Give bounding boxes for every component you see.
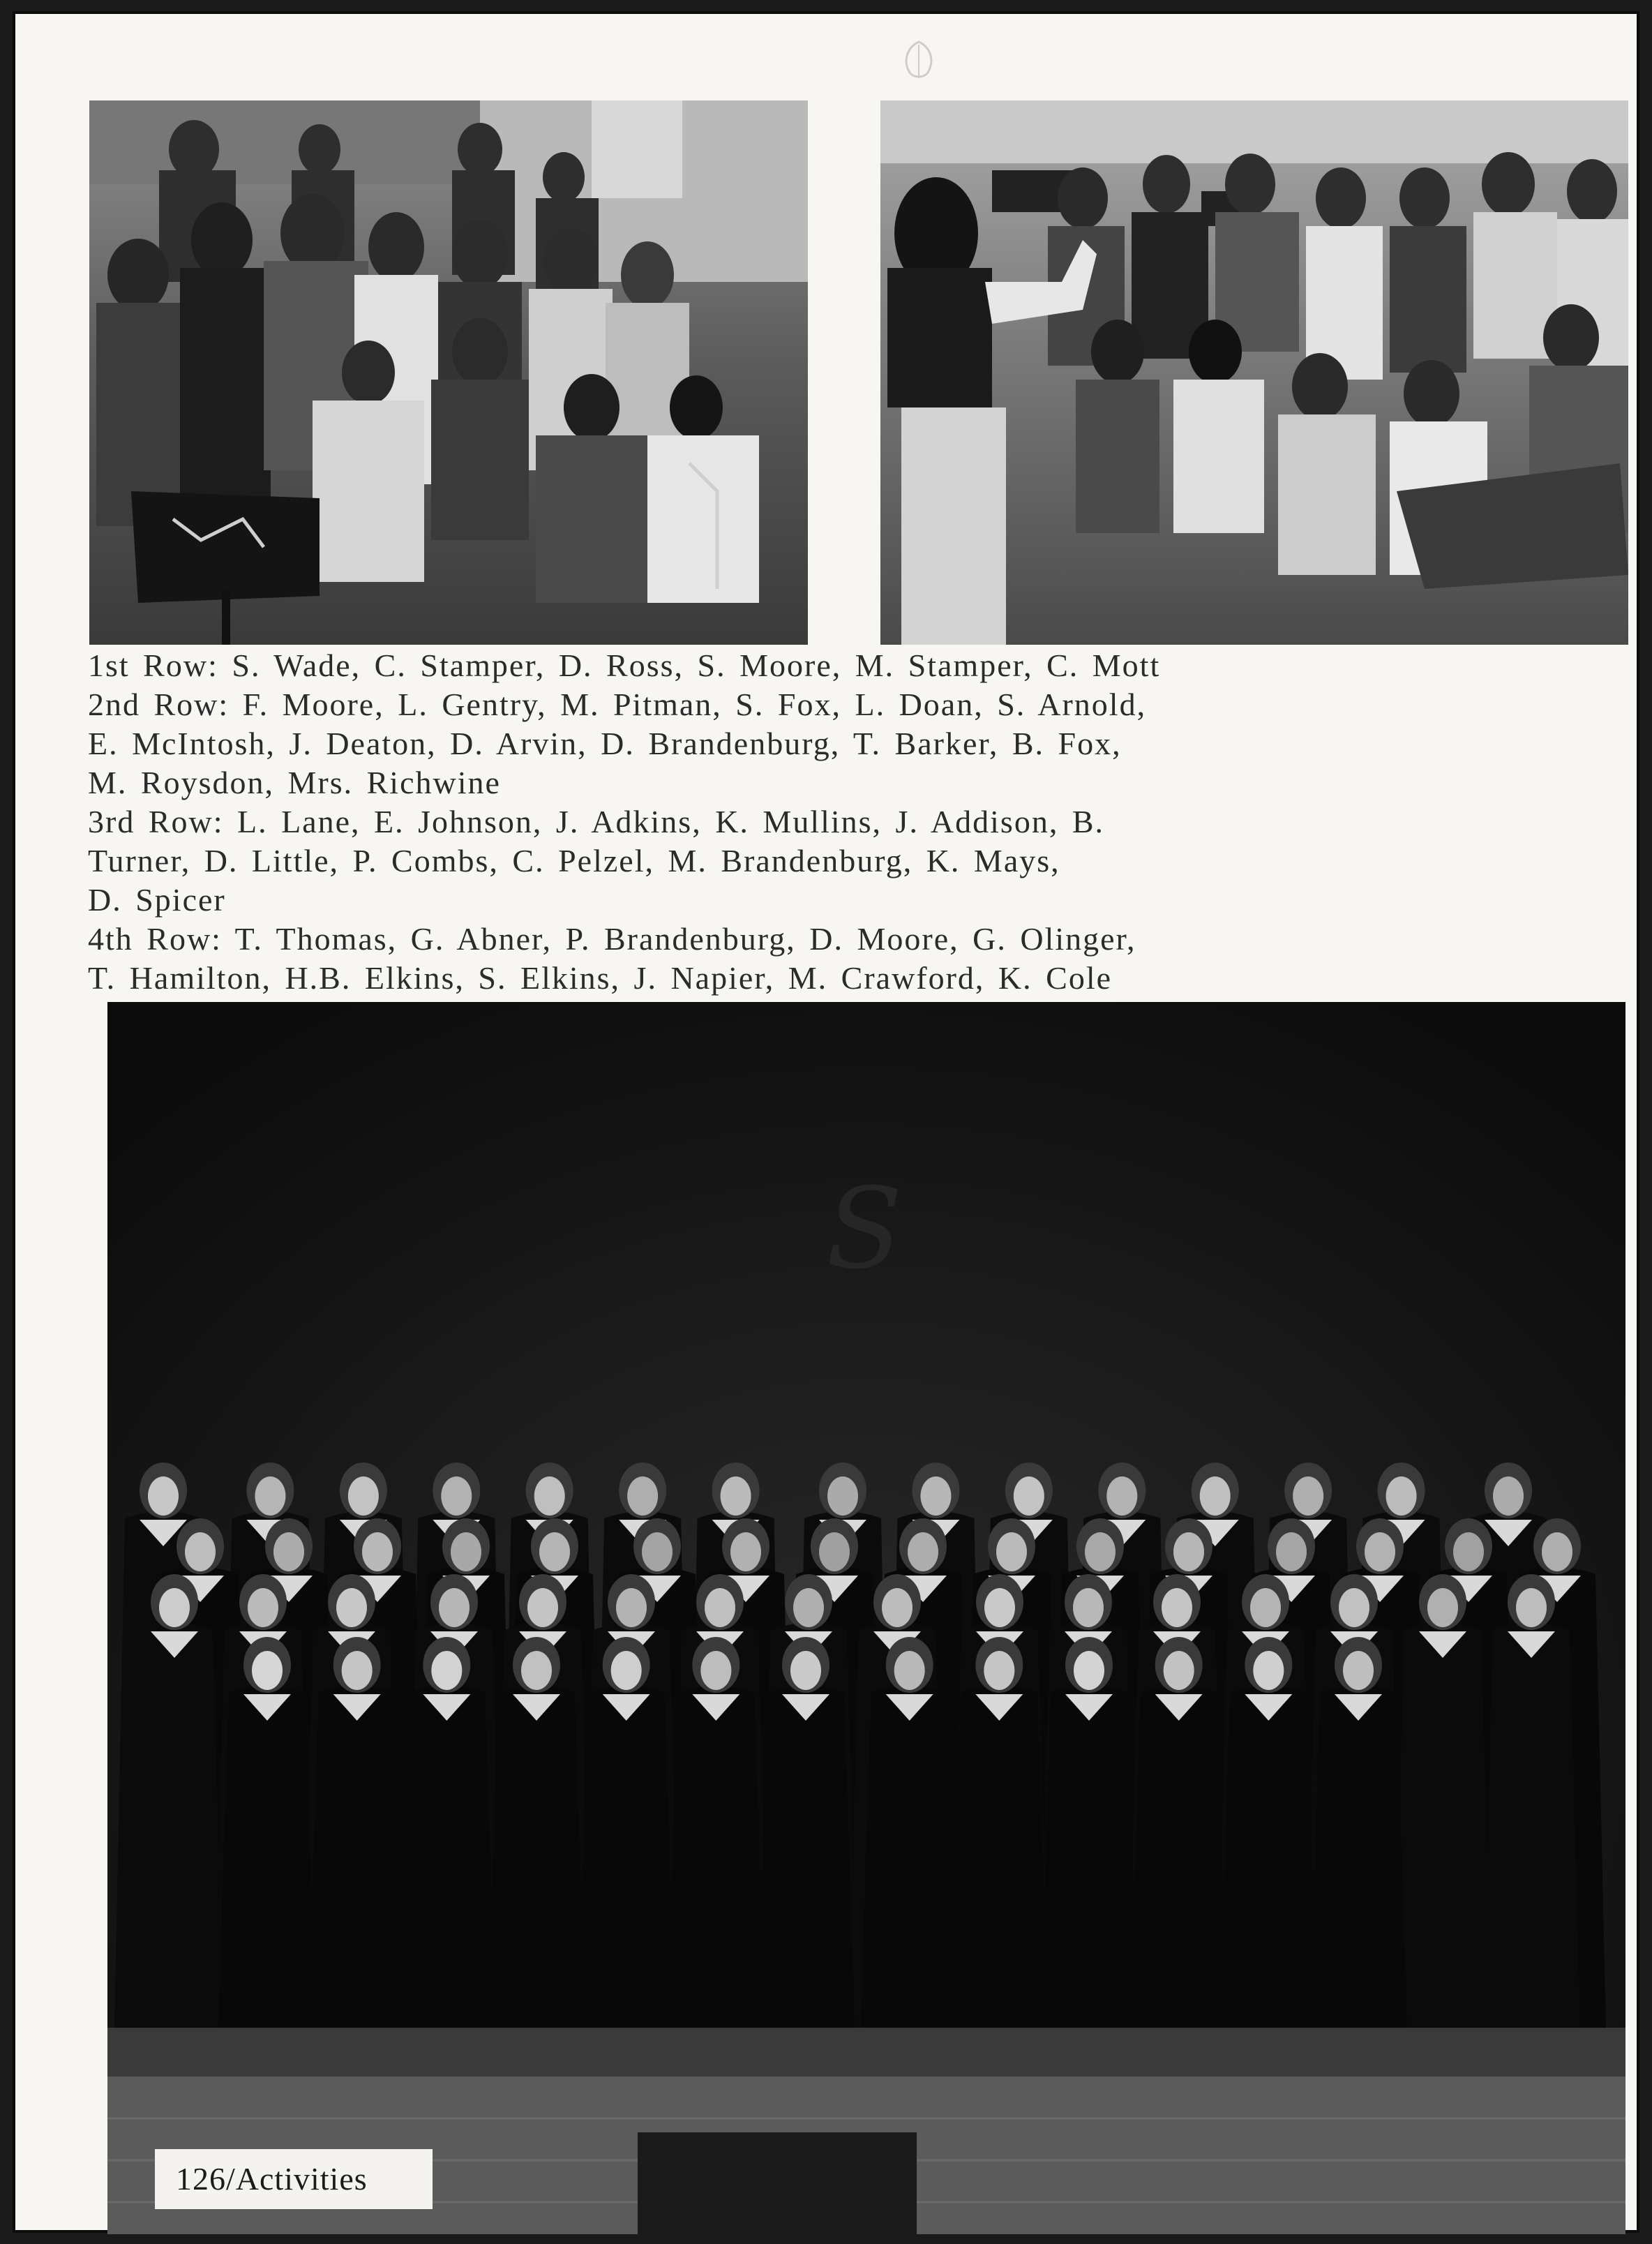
- caption-line-9: T. Hamilton, H.B. Elkins, S. Elkins, J. Napier, M. Crawford, K. Cole: [88, 960, 1113, 996]
- yearbook-page: [13, 11, 1639, 2233]
- choir-member: [757, 1637, 855, 2028]
- choir-member: [488, 1637, 585, 2028]
- choir-member: [1394, 1574, 1492, 2028]
- leaf-ornament-icon: [900, 39, 938, 81]
- caption-line-2: 2nd Row: F. Moore, L. Gentry, M. Pitman, S. Fox, L. Doan, S. Arnold,: [88, 687, 1147, 722]
- roster-caption: [88, 646, 1623, 998]
- choir-member: [1040, 1637, 1138, 2028]
- choir-member: [126, 1574, 223, 2028]
- caption-line-5: 3rd Row: L. Lane, E. Johnson, J. Adkins, K. Mullins, J. Addison, B.: [88, 804, 1105, 839]
- caption-line-6: Turner, D. Little, P. Combs, C. Pelzel, M. Brandenburg, K. Mays,: [88, 843, 1060, 878]
- choir-member: [578, 1637, 675, 2028]
- choir-member: [398, 1637, 495, 2028]
- caption-line-1: 1st Row: S. Wade, C. Stamper, D. Ross, S. Moore, M. Stamper, C. Mott: [88, 648, 1161, 683]
- page-number-label: 126/Activities: [155, 2149, 433, 2209]
- robed-choir-stage-photo: [107, 1002, 1625, 2234]
- choir-member: [1219, 1637, 1317, 2028]
- caption-line-7: D. Spicer: [88, 882, 226, 918]
- choir-member: [861, 1637, 959, 2028]
- choir-member: [950, 1637, 1048, 2028]
- choir-member: [1130, 1637, 1228, 2028]
- choir-member: [1309, 1637, 1407, 2028]
- caption-line-8: 4th Row: T. Thomas, G. Abner, P. Brandenburg, D. Moore, G. Olinger,: [88, 921, 1136, 957]
- caption-line-4: M. Roysdon, Mrs. Richwine: [88, 765, 501, 800]
- choir-director-photo: [880, 100, 1628, 645]
- choir-member: [308, 1637, 406, 2028]
- choir-rehearsal-photo: [89, 100, 808, 645]
- choir-member: [218, 1637, 316, 2028]
- choir-member: [667, 1637, 765, 2028]
- svg-text:S: S: [826, 1163, 903, 1294]
- caption-line-3: E. McIntosh, J. Deaton, D. Arvin, D. Brandenburg, T. Barker, B. Fox,: [88, 726, 1122, 761]
- choir-member: [1482, 1574, 1580, 2028]
